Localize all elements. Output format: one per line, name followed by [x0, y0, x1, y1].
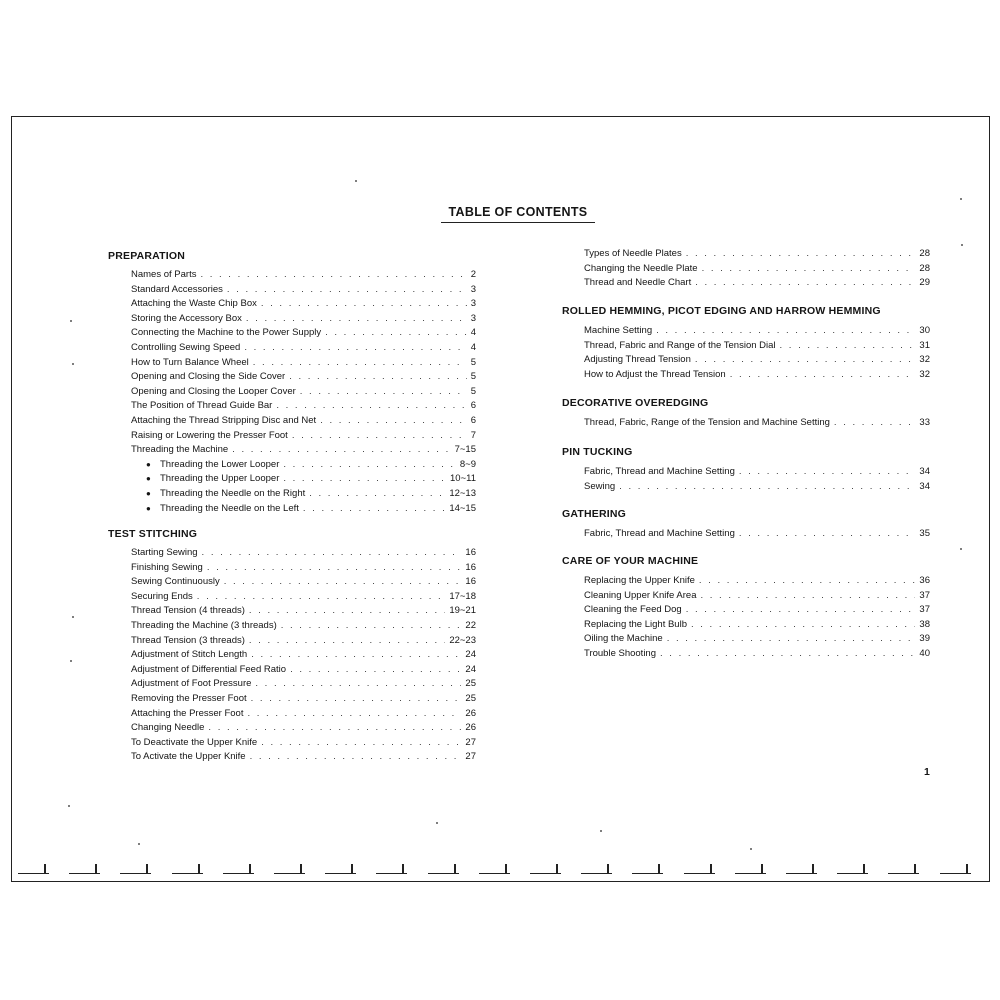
toc-entry	[131, 751, 476, 763]
toc-entry-label: Sewing Continuously	[131, 576, 220, 588]
toc-entry	[584, 590, 930, 602]
section-heading: GATHERING	[562, 508, 627, 520]
dot-leader	[739, 528, 916, 540]
toc-entry-page: 27	[465, 751, 476, 763]
toc-entry-page: 3	[470, 283, 476, 295]
bullet-icon: ●	[146, 474, 151, 484]
toc-entry-label: Replacing the Upper Knife	[584, 575, 695, 586]
toc-entry	[584, 248, 930, 260]
scan-speck	[70, 660, 72, 662]
section-heading: PIN TUCKING	[562, 446, 633, 458]
dot-leader	[292, 430, 467, 442]
toc-entry	[584, 417, 930, 429]
binding-tab	[223, 858, 257, 874]
dot-leader	[281, 620, 462, 632]
toc-entry-page: 28	[919, 248, 930, 259]
toc-entry	[131, 269, 476, 281]
binding-tab	[888, 858, 922, 874]
toc-entry	[131, 664, 476, 676]
binding-tab	[172, 858, 206, 874]
toc-entry-page: 10~11	[450, 473, 476, 485]
toc-entry-label: How to Adjust the Thread Tension	[584, 368, 726, 380]
toc-entry-label: Oiling the Machine	[584, 633, 663, 645]
dot-leader	[702, 263, 916, 275]
binding-tab	[940, 858, 974, 874]
toc-entry-label: Standard Accessories	[131, 283, 223, 295]
toc-entry-page: 34	[919, 466, 930, 477]
toc-entry-label: Fabric, Thread and Machine Setting	[584, 528, 735, 539]
toc-entry	[584, 619, 930, 631]
toc-entry-page: 5	[470, 371, 476, 383]
dot-leader	[289, 371, 466, 383]
toc-entry-page: 37	[919, 589, 930, 601]
dot-leader	[695, 354, 916, 366]
dot-leader	[739, 466, 916, 478]
toc-entry-page: 16	[465, 547, 476, 558]
page-border	[11, 116, 990, 882]
toc-entry-page: 4	[470, 327, 476, 339]
dot-leader	[691, 619, 915, 631]
toc-entry-label: To Deactivate the Upper Knife	[131, 736, 258, 748]
toc-entry-label: Threading the Machine (3 threads)	[131, 620, 277, 631]
toc-entry-label: Threading the Needle on the Right	[160, 488, 306, 499]
toc-entry-label: Adjustment of Foot Pressure	[131, 678, 252, 690]
toc-entry	[131, 576, 476, 588]
dot-leader	[283, 459, 456, 471]
toc-entry-page: 33	[919, 417, 930, 428]
scan-speck	[72, 616, 74, 618]
scan-speck	[960, 198, 962, 200]
toc-entry-page: 26	[465, 707, 476, 719]
binding-tab	[684, 858, 718, 874]
toc-entry-page: 3	[470, 298, 476, 310]
toc-entry	[584, 354, 930, 366]
toc-entry-label: Trouble Shooting	[584, 648, 657, 659]
toc-entry-label: Cleaning Upper Knife Area	[584, 589, 697, 601]
dot-leader	[276, 400, 466, 412]
toc-entry	[131, 649, 476, 661]
toc-entry	[160, 503, 476, 515]
dot-leader	[261, 737, 461, 749]
toc-entry	[131, 693, 476, 705]
dot-leader	[197, 591, 446, 603]
toc-entry-page: 16	[465, 576, 476, 588]
binding-tab	[428, 858, 462, 874]
dot-leader	[686, 604, 916, 616]
section-heading: DECORATIVE OVEREDGING	[562, 397, 709, 409]
toc-entry-page: 16	[465, 561, 476, 573]
toc-entry	[131, 722, 476, 734]
section-heading: PREPARATION	[108, 250, 186, 262]
toc-entry	[584, 340, 930, 352]
toc-entry	[131, 708, 476, 720]
toc-entry-page: 3	[470, 312, 476, 324]
dot-leader	[619, 481, 915, 493]
toc-entry	[584, 575, 930, 587]
toc-entry	[584, 648, 930, 660]
scan-speck	[72, 363, 74, 365]
dot-leader	[290, 664, 461, 676]
binding-tab	[581, 858, 615, 874]
toc-entry-page: 12~13	[449, 488, 476, 499]
page-number: 1	[924, 766, 930, 778]
toc-entry-page: 7~15	[454, 444, 476, 456]
toc-entry-label: Names of Parts	[131, 269, 197, 280]
toc-entry-page: 24	[465, 649, 476, 661]
toc-entry	[584, 481, 930, 493]
binding-tab	[632, 858, 666, 874]
scan-speck	[600, 830, 602, 832]
toc-entry-label: To Activate the Upper Knife	[131, 751, 246, 763]
toc-entry-page: 8~9	[459, 458, 476, 470]
toc-entry-label: Types of Needle Plates	[584, 248, 682, 259]
toc-entry-label: Controlling Sewing Speed	[131, 342, 241, 353]
dot-leader	[202, 547, 462, 559]
dot-leader	[730, 369, 916, 381]
toc-entry-label: Thread Tension (3 threads)	[131, 634, 245, 646]
scan-speck	[961, 244, 963, 246]
toc-entry	[131, 371, 476, 383]
dot-leader	[208, 722, 461, 734]
toc-entry	[131, 430, 476, 442]
binding-tab	[837, 858, 871, 874]
toc-entry	[160, 488, 476, 500]
dot-leader	[701, 590, 916, 602]
dot-leader	[660, 648, 915, 660]
toc-entry-page: 32	[919, 368, 930, 380]
scan-speck	[68, 805, 70, 807]
dot-leader	[695, 277, 915, 289]
section-heading: ROLLED HEMMING, PICOT EDGING AND HARROW HEMMING	[562, 305, 881, 317]
toc-entry-label: Attaching the Presser Foot	[131, 707, 244, 719]
toc-entry-label: Changing the Needle Plate	[584, 262, 698, 274]
dot-leader	[247, 708, 461, 720]
dot-leader	[251, 649, 461, 661]
toc-entry-page: 31	[919, 339, 930, 351]
toc-entry	[584, 325, 930, 337]
dot-leader	[244, 342, 466, 354]
binding-tab	[376, 858, 410, 874]
scan-speck	[436, 822, 438, 824]
toc-entry-page: 39	[919, 633, 930, 645]
dot-leader	[251, 693, 462, 705]
toc-entry-label: Cleaning the Feed Dog	[584, 604, 682, 616]
section-heading: CARE OF YOUR MACHINE	[562, 555, 699, 567]
toc-entry-label: Starting Sewing	[131, 547, 198, 558]
dot-leader	[303, 503, 445, 515]
toc-entry	[584, 466, 930, 478]
toc-entry	[131, 605, 476, 617]
binding-tab	[274, 858, 308, 874]
toc-entry-page: 22	[465, 620, 476, 631]
toc-entry-label: Replacing the Light Bulb	[584, 618, 687, 630]
toc-entry-label: Opening and Closing the Side Cover	[131, 371, 286, 383]
toc-entry-label: Threading the Machine	[131, 444, 229, 456]
toc-entry	[584, 528, 930, 540]
scan-speck	[70, 320, 72, 322]
toc-entry	[131, 342, 476, 354]
dot-leader	[309, 488, 445, 500]
toc-entry-page: 6	[470, 415, 476, 426]
toc-entry-page: 25	[465, 678, 476, 690]
toc-entry-label: Fabric, Thread and Machine Setting	[584, 466, 735, 477]
toc-entry	[131, 284, 476, 296]
binding-tab	[530, 858, 564, 874]
toc-entry	[131, 327, 476, 339]
toc-entry	[584, 263, 930, 275]
toc-entry-label: Opening and Closing the Looper Cover	[131, 385, 296, 397]
toc-entry-label: Raising or Lowering the Presser Foot	[131, 429, 288, 441]
scan-speck	[138, 843, 140, 845]
toc-entry-label: The Position of Thread Guide Bar	[131, 400, 273, 412]
toc-entry-page: 26	[465, 722, 476, 734]
toc-entry	[131, 298, 476, 310]
toc-entry	[584, 277, 930, 289]
dot-leader	[224, 576, 462, 588]
section-heading: TEST STITCHING	[108, 528, 198, 540]
toc-entry-label: Removing the Presser Foot	[131, 693, 247, 704]
toc-entry	[131, 400, 476, 412]
toc-entry-label: Storing the Accessory Box	[131, 312, 242, 324]
toc-entry-page: 6	[470, 400, 476, 412]
toc-entry-page: 22~23	[449, 634, 476, 646]
toc-entry	[584, 604, 930, 616]
dot-leader	[200, 269, 466, 281]
dot-leader	[699, 575, 916, 587]
toc-entry-label: Connecting the Machine to the Power Supply	[131, 327, 322, 339]
toc-entry	[160, 459, 476, 471]
toc-entry-page: 17~18	[449, 590, 476, 602]
toc-entry-page: 36	[919, 575, 930, 586]
binding-tab	[479, 858, 513, 874]
toc-entry	[160, 473, 476, 485]
toc-entry-page: 28	[919, 262, 930, 274]
toc-entry-page: 24	[465, 663, 476, 675]
toc-entry	[131, 386, 476, 398]
toc-entry-label: Machine Setting	[584, 325, 653, 336]
toc-entry-label: How to Turn Balance Wheel	[131, 356, 249, 368]
binding-tab	[786, 858, 820, 874]
dot-leader	[207, 562, 462, 574]
toc-entry-label: Adjustment of Differential Feed Ratio	[131, 663, 287, 675]
dot-leader	[253, 357, 467, 369]
toc-entry-page: 29	[919, 277, 930, 289]
toc-entry	[131, 562, 476, 574]
bullet-icon: ●	[146, 503, 151, 513]
toc-entry-label: Finishing Sewing	[131, 561, 203, 573]
toc-entry	[131, 678, 476, 690]
toc-entry-page: 38	[919, 618, 930, 630]
toc-entry-page: 27	[465, 736, 476, 748]
toc-entry-label: Sewing	[584, 480, 616, 492]
toc-entry-page: 32	[919, 354, 930, 366]
toc-entry-page: 4	[470, 342, 476, 353]
binding-tab	[735, 858, 769, 874]
dot-leader	[249, 605, 445, 617]
toc-entry-page: 25	[465, 693, 476, 704]
toc-entry-page: 14~15	[449, 502, 476, 514]
toc-entry-label: Thread Tension (4 threads)	[131, 605, 245, 617]
binding-tab	[69, 858, 103, 874]
dot-leader	[686, 248, 916, 260]
toc-entry-page: 35	[919, 528, 930, 539]
binding-tab	[325, 858, 359, 874]
toc-entry	[584, 369, 930, 381]
page-title: TABLE OF CONTENTS	[448, 205, 588, 219]
dot-leader	[255, 678, 461, 690]
dot-leader	[667, 633, 916, 645]
dot-leader	[249, 635, 445, 647]
toc-entry-label: Securing Ends	[131, 590, 193, 602]
dot-leader	[320, 415, 467, 427]
binding-tabs	[18, 858, 978, 878]
dot-leader	[325, 327, 467, 339]
toc-entry-label: Changing Needle	[131, 722, 205, 734]
toc-entry-page: 30	[919, 325, 930, 336]
toc-entry-page: 19~21	[449, 605, 476, 617]
binding-tab	[120, 858, 154, 874]
toc-entry-label: Adjustment of Stitch Length	[131, 649, 248, 661]
dot-leader	[656, 325, 915, 337]
toc-entry	[131, 415, 476, 427]
scan-speck	[960, 548, 962, 550]
toc-entry	[131, 737, 476, 749]
toc-entry-page: 40	[919, 648, 930, 659]
toc-entry-label: Threading the Needle on the Left	[160, 502, 299, 514]
toc-entry-page: 34	[919, 480, 930, 492]
bullet-icon: ●	[146, 459, 151, 469]
toc-entry-page: 2	[470, 269, 476, 280]
bullet-icon: ●	[146, 489, 151, 498]
toc-entry	[131, 547, 476, 559]
dot-leader	[250, 751, 462, 763]
toc-entry	[584, 633, 930, 645]
toc-entry	[131, 357, 476, 369]
title-underline	[441, 222, 595, 223]
dot-leader	[227, 284, 467, 296]
toc-entry-label: Attaching the Thread Stripping Disc and Net	[131, 415, 317, 426]
dot-leader	[780, 340, 916, 352]
toc-entry	[131, 635, 476, 647]
dot-leader	[300, 386, 467, 398]
toc-entry	[131, 591, 476, 603]
dot-leader	[246, 313, 467, 325]
scan-speck	[355, 180, 357, 182]
toc-entry-page: 5	[470, 356, 476, 368]
toc-entry	[131, 444, 476, 456]
toc-entry-label: Attaching the Waste Chip Box	[131, 298, 257, 310]
toc-entry	[131, 313, 476, 325]
dot-leader	[834, 417, 916, 429]
toc-entry-label: Threading the Lower Looper	[160, 458, 280, 470]
scan-speck	[750, 848, 752, 850]
toc-entry-page: 7	[470, 429, 476, 441]
toc-entry-label: Thread and Needle Chart	[584, 277, 692, 289]
toc-entry-label: Thread, Fabric and Range of the Tension Dial	[584, 339, 776, 351]
toc-entry	[131, 620, 476, 632]
toc-entry-label: Adjusting Thread Tension	[584, 354, 691, 366]
toc-entry-page: 37	[919, 604, 930, 616]
binding-tab	[18, 858, 52, 874]
dot-leader	[232, 444, 450, 456]
dot-leader	[261, 298, 467, 310]
toc-entry-label: Threading the Upper Looper	[160, 473, 280, 485]
dot-leader	[283, 473, 446, 485]
toc-entry-page: 5	[470, 385, 476, 397]
toc-entry-label: Thread, Fabric, Range of the Tension and Machine Setting	[584, 417, 830, 428]
